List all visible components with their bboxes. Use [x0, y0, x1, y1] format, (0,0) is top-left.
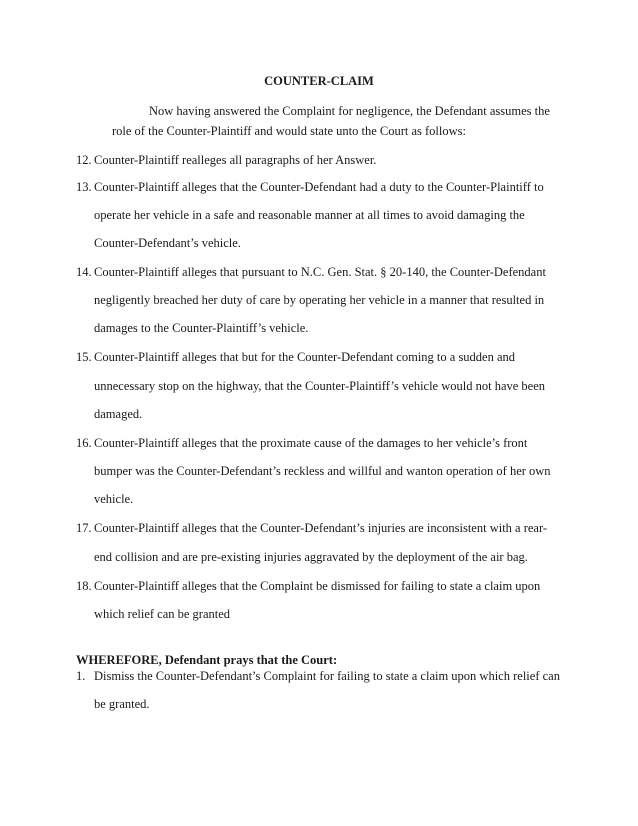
paragraph-number: 15.: [76, 350, 92, 364]
prayer-line: be granted.: [94, 697, 150, 711]
paragraph-line: Counter-Plaintiff alleges that the Complaint be dismissed for failing to state a claim upon: [94, 579, 541, 593]
paragraph-line: Counter-Defendant’s vehicle.: [94, 236, 241, 250]
intro-line-2: role of the Counter-Plaintiff and would state unto the Court as follows:: [112, 124, 466, 138]
prayer-number: 1.: [76, 669, 86, 683]
paragraph-number: 13.: [76, 180, 92, 194]
prayer-line: Dismiss the Counter-Defendant’s Complaint for failing to state a claim upon which relief can: [94, 669, 560, 683]
intro-line-1: Now having answered the Complaint for negligence, the Defendant assumes the: [149, 104, 550, 118]
paragraph-number: 12.: [76, 153, 92, 167]
paragraph-line: Counter-Plaintiff alleges that the Counter-Defendant’s injuries are inconsistent with a rear-: [94, 521, 548, 535]
paragraph-line: operate her vehicle in a safe and reasonable manner at all times to avoid damaging the: [94, 208, 525, 222]
paragraph-number: 16.: [76, 436, 92, 450]
paragraph-line: Counter-Plaintiff alleges that the proximate cause of the damages to her vehicle’s front: [94, 436, 528, 450]
wherefore-heading: WHEREFORE, Defendant prays that the Court:: [76, 653, 338, 667]
paragraph-number: 17.: [76, 521, 92, 535]
paragraph-line: Counter-Plaintiff alleges that pursuant to N.C. Gen. Stat. § 20-140, the Counter-Defendant: [94, 265, 546, 279]
paragraph-line: unnecessary stop on the highway, that the Counter-Plaintiff’s vehicle would not have been: [94, 379, 546, 393]
paragraph-number: 14.: [76, 265, 92, 279]
paragraph-line: Counter-Plaintiff alleges that the Counter-Defendant had a duty to the Counter-Plaintiff to: [94, 180, 544, 194]
paragraph-line: which relief can be granted: [94, 607, 231, 621]
document-title: COUNTER-CLAIM: [264, 74, 374, 88]
paragraph-line: vehicle.: [94, 492, 134, 506]
paragraph-line: Counter-Plaintiff realleges all paragraphs of her Answer.: [94, 153, 377, 167]
paragraph-line: damaged.: [94, 407, 143, 421]
paragraph-number: 18.: [76, 579, 92, 593]
paragraph-line: damages to the Counter-Plaintiff’s vehicle.: [94, 321, 309, 335]
paragraph-line: bumper was the Counter-Defendant’s reckless and willful and wanton operation of her own: [94, 464, 551, 478]
paragraph-line: negligently breached her duty of care by operating her vehicle in a manner that resulted in: [94, 293, 545, 307]
paragraph-line: Counter-Plaintiff alleges that but for the Counter-Defendant coming to a sudden and: [94, 350, 516, 364]
paragraph-line: end collision and are pre-existing injuries aggravated by the deployment of the air bag.: [94, 550, 528, 564]
